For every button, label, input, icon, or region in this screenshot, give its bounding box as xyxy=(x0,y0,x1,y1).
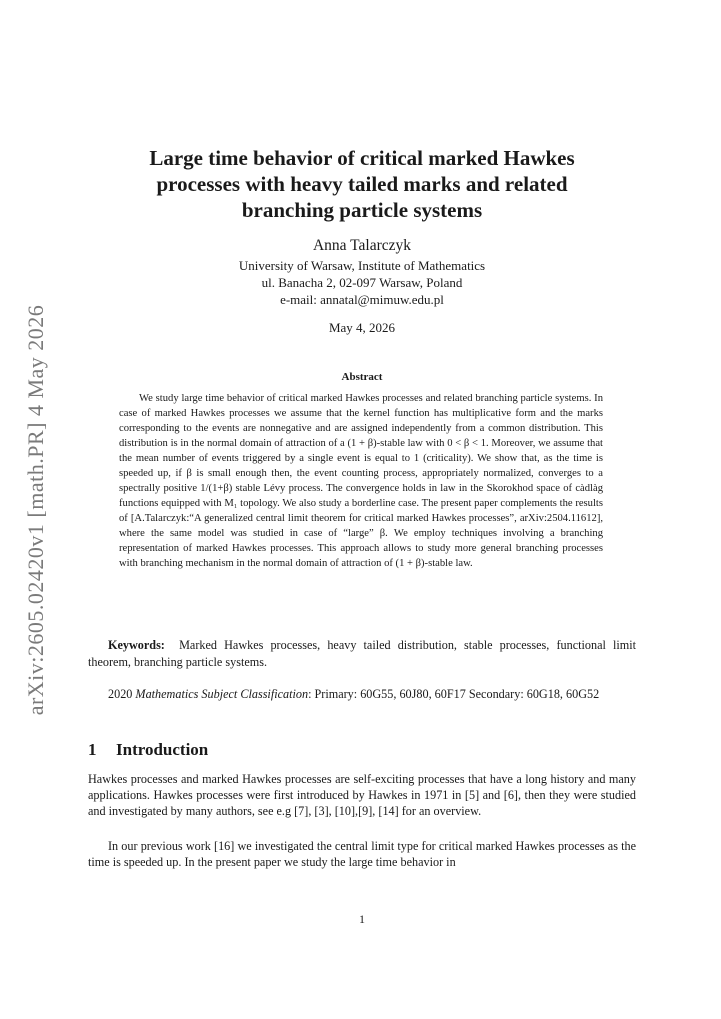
abstract-heading: Abstract xyxy=(341,371,383,383)
arxiv-identifier-text: arXiv:2605.02420v1 [math.PR] 4 May 2026 xyxy=(23,304,48,716)
arxiv-identifier xyxy=(23,304,56,716)
section-heading xyxy=(88,740,208,760)
keywords-block xyxy=(88,637,636,671)
section-title: Introduction xyxy=(116,740,209,759)
abstract-text: We study large time behavior of critical marked Hawkes processes and related branching particle systems. In case of marked Hawkes processes we assume that the kernel function has multiplicative form and the marks corresponding to the events are nonnegative and are assigned independently from a common distribution. This distribution is in the normal domain of attraction of a (1 + β)-stable law with 0 < β < 1. Moreover, we assume that the mean number of events triggered by a single event is equal to 1 (criticality). We show that, as the time is speeded up, if β is small enough then, the event counting process, appropriately normalized, converges to a spectrally positive 1/(1+β) stable Lévy process. The convergence holds in law in the Skorokhod space of càdlàg functions equipped with M₁ topology. We also study a borderline case. The present paper complements the results of [A.Talarczyk:“A generalized central limit theorem for critical marked Hawkes processes”, arXiv:2504.11612], where the same model was studied in case of “large” β. We employ techniques involving a branching representation of marked Hawkes processes. This approach allows to study more general branching processes with branching mechanism in the normal domain of attraction of (1 + β)-stable law. xyxy=(119,393,603,569)
msc-year: 2020 xyxy=(108,687,133,701)
msc-label: Mathematics Subject Classification xyxy=(135,687,309,701)
author-email: e-mail: annatal@mimuw.edu.pl xyxy=(280,292,444,307)
intro-paragraph-1: Hawkes processes and marked Hawkes processes are self-exciting processes that have a long history and many applications. Hawkes processes were first introduced by Hawkes in 1971 in [5] and [6], then they were studied and investigated by many authors, see e.g [7], [3], [10],[9], [14] for an overview. xyxy=(88,772,636,818)
author-name: Anna Talarczyk xyxy=(312,237,412,254)
page-number: 1 xyxy=(359,912,365,926)
keywords-text: Marked Hawkes processes, heavy tailed distribution, stable processes, functional limit theorem, branching particle systems. xyxy=(88,638,636,669)
affiliation-line-1: University of Warsaw, Institute of Mathematics xyxy=(238,258,486,273)
intro-paragraph-2: In our previous work [16] we investigated the central limit type for critical marked Hawkes processes as the time is speeded up. In the present paper we study the large time behavior in xyxy=(88,839,636,869)
paper-date: May 4, 2026 xyxy=(328,320,396,335)
keywords-label: Keywords: xyxy=(108,638,165,652)
affiliation-line-2: ul. Banacha 2, 02-097 Warsaw, Poland xyxy=(261,275,463,290)
section-number: 1 xyxy=(88,740,97,759)
paper-title: Large time behavior of critical marked Hawkes processes with heavy tailed marks and related branching particle systems xyxy=(149,146,575,222)
msc-codes: : Primary: 60G55, 60J80, 60F17 Secondary: 60G18, 60G52 xyxy=(308,687,600,701)
msc-block xyxy=(88,686,636,702)
